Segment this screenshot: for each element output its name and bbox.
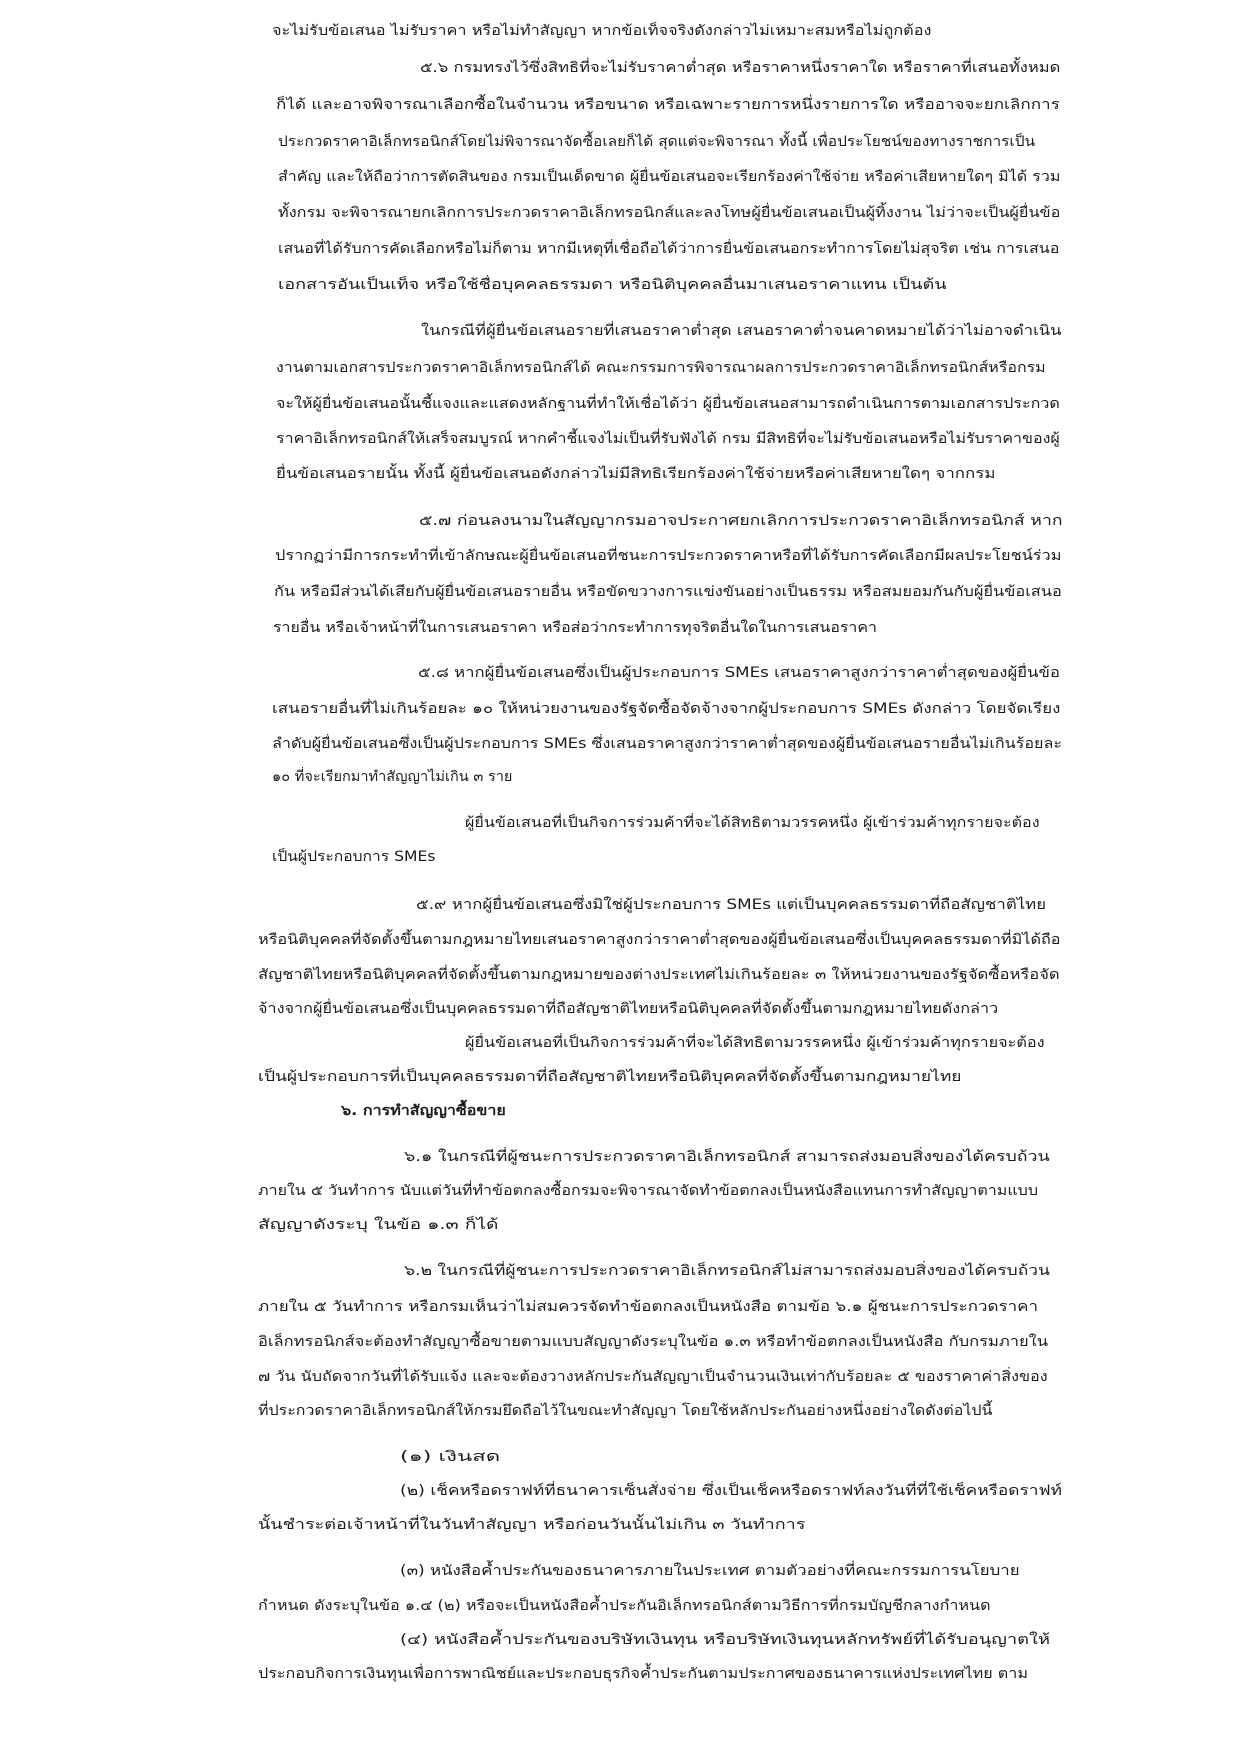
text-line: กัน หรือมีส่วนได้เสียกับผู้ยื่นข้อเสนอรายอื่น หรือขัดขวางการแข่งขันอย่างเป็นธรรม หรือสมยอมกันกับผู้ยื่นข้อเสนอ	[274, 584, 1062, 600]
text-line: เป็นผู้ประกอบการ SMEs	[272, 849, 436, 865]
text-line: นั้นชำระต่อเจ้าหน้าที่ในวันทำสัญญา หรือก่อนวันนั้นไม่เกิน ๓ วันทำการ	[258, 1517, 806, 1533]
text-line: เสนอรายอื่นที่ไม่เกินร้อยละ ๑๐ ให้หน่วยงานของรัฐจัดซื้อจัดจ้างจากผู้ประกอบการ SMEs ดังกล่าว โดยจัดเรียง	[272, 701, 1061, 717]
text-line: ๖.๑ ในกรณีที่ผู้ชนะการประกวดราคาอิเล็กทรอนิกส์ สามารถส่งมอบสิ่งของได้ครบถ้วน	[404, 1149, 1050, 1165]
text-line: ภายใน ๕ วันทำการ หรือกรมเห็นว่าไม่สมควรจัดทำข้อตกลงเป็นหนังสือ ตามข้อ ๖.๑ ผู้ชนะการประกวดราคา	[258, 1299, 1039, 1315]
text-line: ในกรณีที่ผู้ยื่นข้อเสนอรายที่เสนอราคาต่ำสุด เสนอราคาต่ำจนคาดหมายได้ว่าไม่อาจดำเนิน	[421, 323, 1062, 339]
text-line: ปรากฏว่ามีการกระทำที่เข้าลักษณะผู้ยื่นข้อเสนอที่ชนะการประกวดราคาหรือที่ได้รับการคัดเลือกมีผลประโยชน์ร่วม	[275, 548, 1062, 564]
text-line: งานตามเอกสารประกวดราคาอิเล็กทรอนิกส์ได้ คณะกรรมการพิจารณาผลการประกวดราคาอิเล็กทรอนิกส์หรือกรม	[276, 360, 1046, 376]
text-line: ทั้งกรม จะพิจารณายกเลิกการประกวดราคาอิเล็กทรอนิกส์และลงโทษผู้ยื่นข้อเสนอเป็นผู้ทิ้งงาน ไม่ว่าจะเป็นผู้ยื่นข้อ	[278, 205, 1061, 221]
text-line: ลำดับผู้ยื่นข้อเสนอซึ่งเป็นผู้ประกอบการ SMEs ซึ่งเสนอราคาสูงกว่าราคาต่ำสุดของผู้ยื่นข้อเสนอรายอื่นไม่เกินร้อยละ	[272, 736, 1063, 752]
text-line: ที่ประกวดราคาอิเล็กทรอนิกส์ให้กรมยึดถือไว้ในขณะทำสัญญา โดยใช้หลักประกันอย่างหนึ่งอย่างใดดังต่อไปนี้	[258, 1403, 993, 1419]
text-line: ๑๐ ที่จะเรียกมาทำสัญญาไม่เกิน ๓ ราย	[272, 769, 513, 785]
text-line: สัญชาติไทยหรือนิติบุคคลที่จัดตั้งขึ้นตามกฎหมายของต่างประเทศไม่เกินร้อยละ ๓ ให้หน่วยงานของรัฐจัดซื้อหรือจัด	[258, 967, 1060, 983]
text-line: อิเล็กทรอนิกส์จะต้องทำสัญญาซื้อขายตามแบบสัญญาดังระบุในข้อ ๑.๓ หรือทำข้อตกลงเป็นหนังสือ กับกรมภายใน	[258, 1334, 1049, 1350]
text-line: จ้างจากผู้ยื่นข้อเสนอซึ่งเป็นบุคคลธรรมดาที่ถือสัญชาติไทยหรือนิติบุคคลที่จัดตั้งขึ้นตามกฎหมายไทยดังกล่าว	[258, 1001, 999, 1017]
text-line: ๕.๖ กรมทรงไว้ซึ่งสิทธิที่จะไม่รับราคาต่ำสุด หรือราคาหนึ่งราคาใด หรือราคาที่เสนอทั้งหมด	[420, 60, 1061, 76]
text-line: ๕.๙ หากผู้ยื่นข้อเสนอซึ่งมิใช่ผู้ประกอบการ SMEs แต่เป็นบุคคลธรรมดาที่ถือสัญชาติไทย	[416, 897, 1047, 913]
text-line: ๗ วัน นับถัดจากวันที่ได้รับแจ้ง และจะต้องวางหลักประกันสัญญาเป็นจำนวนเงินเท่ากับร้อยละ ๕ ของราคาค่าสิ่งของ	[258, 1369, 1048, 1385]
text-line: ภายใน ๕ วันทำการ นับแต่วันที่ทำข้อตกลงซื้อกรมจะพิจารณาจัดทำข้อตกลงเป็นหนังสือแทนการทำสัญญาตามแบบ	[258, 1183, 1039, 1199]
text-line: ประกอบกิจการเงินทุนเพื่อการพาณิชย์และประกอบธุรกิจค้ำประกันตามประกาศของธนาคารแห่งประเทศไทย ตาม	[258, 1666, 1028, 1682]
text-line: ผู้ยื่นข้อเสนอที่เป็นกิจการร่วมค้าที่จะได้สิทธิตามวรรคหนึ่ง ผู้เข้าร่วมค้าทุกรายจะต้อง	[465, 815, 1040, 831]
text-line: ประกวดราคาอิเล็กทรอนิกส์โดยไม่พิจารณาจัดซื้อเลยก็ได้ สุดแต่จะพิจารณา ทั้งนี้ เพื่อประโยชน์ของทางราชการเป็น	[278, 134, 1036, 150]
text-line: สำคัญ และให้ถือว่าการตัดสินของ กรมเป็นเด็ดขาด ผู้ยื่นข้อเสนอจะเรียกร้องค่าใช้จ่าย หรือค่าเสียหายใดๆ มิได้ รวม	[278, 169, 1061, 185]
text-line: จะให้ผู้ยื่นข้อเสนอนั้นชี้แจงและแสดงหลักฐานที่ทำให้เชื่อได้ว่า ผู้ยื่นข้อเสนอสามารถดำเนินการตามเอกสารประกวด	[276, 396, 1060, 412]
text-line: (๓) หนังสือค้ำประกันของธนาคารภายในประเทศ ตามตัวอย่างที่คณะกรรมการนโยบาย	[400, 1563, 1020, 1579]
text-line: รายอื่น หรือเจ้าหน้าที่ในการเสนอราคา หรือส่อว่ากระทำการทุจริตอื่นใดในการเสนอราคา	[273, 620, 877, 636]
text-line: (๑) เงินสด	[400, 1449, 501, 1465]
text-line: ผู้ยื่นข้อเสนอที่เป็นกิจการร่วมค้าที่จะได้สิทธิตามวรรคหนึ่ง ผู้เข้าร่วมค้าทุกรายจะต้อง	[465, 1035, 1045, 1051]
text-line: จะไม่รับข้อเสนอ ไม่รับราคา หรือไม่ทำสัญญา หากข้อเท็จจริงดังกล่าวไม่เหมาะสมหรือไม่ถูกต้อง	[272, 23, 932, 39]
text-line: สัญญาดังระบุ ในข้อ ๑.๓ ก็ได้	[258, 1217, 499, 1233]
text-line: ๖.๒ ในกรณีที่ผู้ชนะการประกวดราคาอิเล็กทรอนิกส์ไม่สามารถส่งมอบสิ่งของได้ครบถ้วน	[404, 1263, 1050, 1279]
text-line: เอกสารอันเป็นเท็จ หรือใช้ชื่อบุคคลธรรมดา หรือนิติบุคคลอื่นมาเสนอราคาแทน เป็นต้น	[278, 277, 947, 293]
text-line: ๕.๗ ก่อนลงนามในสัญญากรมอาจประกาศยกเลิกการประกวดราคาอิเล็กทรอนิกส์ หาก	[419, 513, 1063, 529]
text-line: ก็ได้ และอาจพิจารณาเลือกซื้อในจำนวน หรือขนาด หรือเฉพาะรายการหนึ่งรายการใด หรืออาจจะยกเลิกการ	[276, 97, 1060, 113]
text-line: เสนอที่ได้รับการคัดเลือกหรือไม่ก็ตาม หากมีเหตุที่เชื่อถือได้ว่าการยื่นข้อเสนอกระทำการโดยไม่สุจริต เช่น การเสนอ	[278, 241, 1060, 257]
text-line: ๖. การทำสัญญาซื้อขาย	[341, 1103, 506, 1119]
text-line: กำหนด ดังระบุในข้อ ๑.๔ (๒) หรือจะเป็นหนังสือค้ำประกันอิเล็กทรอนิกส์ตามวิธีการที่กรมบัญชีกลางกำหนด	[258, 1598, 991, 1614]
text-line: (๒) เช็คหรือดราฟท์ที่ธนาคารเซ็นสั่งจ่าย ซึ่งเป็นเช็คหรือดราฟท์ลงวันที่ที่ใช้เช็คหรือดราฟท์	[400, 1483, 1063, 1499]
text-line: ๕.๘ หากผู้ยื่นข้อเสนอซึ่งเป็นผู้ประกอบการ SMEs เสนอราคาสูงกว่าราคาต่ำสุดของผู้ยื่นข้อ	[418, 665, 1060, 681]
text-line: ยื่นข้อเสนอรายนั้น ทั้งนี้ ผู้ยื่นข้อเสนอดังกล่าวไม่มีสิทธิเรียกร้องค่าใช้จ่ายหรือค่าเสียหายใดๆ จากกรม	[276, 466, 996, 482]
text-line: ราคาอิเล็กทรอนิกส์ให้เสร็จสมบูรณ์ หากคำชี้แจงไม่เป็นที่รับฟังได้ กรม มีสิทธิที่จะไม่รับข้อเสนอหรือไม่รับราคาของผู้	[276, 431, 1060, 447]
text-line: (๔) หนังสือค้ำประกันของบริษัทเงินทุน หรือบริษัทเงินทุนหลักทรัพย์ที่ได้รับอนุญาตให้	[400, 1632, 1051, 1648]
text-line: เป็นผู้ประกอบการที่เป็นบุคคลธรรมดาที่ถือสัญชาติไทยหรือนิติบุคคลที่จัดตั้งขึ้นตามกฎหมายไทย	[258, 1069, 962, 1085]
text-line: หรือนิติบุคคลที่จัดตั้งขึ้นตามกฎหมายไทยเสนอราคาสูงกว่าราคาต่ำสุดของผู้ยื่นข้อเสนอซึ่งเป็นบุคคลธรรมดาที่มิได้ถือ	[258, 932, 1061, 948]
